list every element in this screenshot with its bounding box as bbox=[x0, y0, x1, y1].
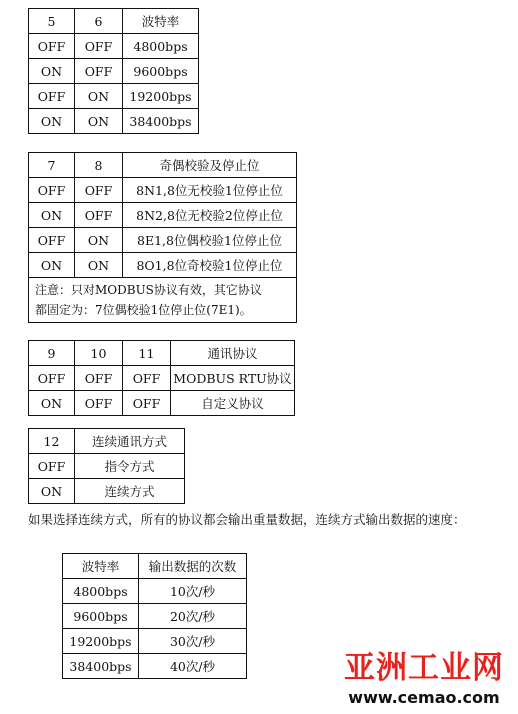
protocol-table bbox=[28, 340, 295, 416]
table-cell: ON bbox=[29, 253, 75, 278]
table-cell: 自定义协议 bbox=[171, 391, 295, 416]
table-cell: ON bbox=[29, 479, 75, 504]
table-row bbox=[29, 84, 199, 109]
note-line: 都固定为：7位偶校验1位停止位(7E1)。 bbox=[35, 303, 252, 317]
table-cell: 8O1,8位奇校验1位停止位 bbox=[123, 253, 297, 278]
table-row bbox=[29, 59, 199, 84]
header-cell: 连续通讯方式 bbox=[75, 429, 185, 454]
table-cell: OFF bbox=[75, 178, 123, 203]
table-cell: 9600bps bbox=[123, 59, 199, 84]
table-cell: 38400bps bbox=[123, 109, 199, 134]
header-cell: 波特率 bbox=[63, 554, 139, 579]
table-cell: OFF bbox=[75, 59, 123, 84]
table-cell: OFF bbox=[29, 366, 75, 391]
header-cell: 7 bbox=[29, 153, 75, 178]
table-row bbox=[29, 479, 185, 504]
table-cell: OFF bbox=[29, 34, 75, 59]
table-cell: OFF bbox=[29, 454, 75, 479]
table-cell: ON bbox=[75, 84, 123, 109]
table-row bbox=[29, 391, 295, 416]
table-cell: 38400bps bbox=[63, 654, 139, 679]
table-row bbox=[29, 109, 199, 134]
output-rate-table bbox=[62, 553, 247, 679]
watermark-logo bbox=[336, 650, 512, 710]
continuous-mode-table bbox=[28, 428, 185, 504]
table-row bbox=[29, 203, 297, 228]
header-cell: 8 bbox=[75, 153, 123, 178]
table-cell: ON bbox=[75, 228, 123, 253]
header-cell: 11 bbox=[123, 341, 171, 366]
table-cell: ON bbox=[29, 59, 75, 84]
watermark-url: www.cemao.com bbox=[348, 688, 500, 707]
header-cell: 10 bbox=[75, 341, 123, 366]
table-row bbox=[29, 454, 185, 479]
table-cell: ON bbox=[75, 253, 123, 278]
table-cell: OFF bbox=[75, 34, 123, 59]
header-cell: 奇偶校验及停止位 bbox=[123, 153, 297, 178]
table-row bbox=[29, 366, 295, 391]
table-header-row bbox=[29, 341, 295, 366]
table-cell: 指令方式 bbox=[75, 454, 185, 479]
table-cell: OFF bbox=[75, 391, 123, 416]
watermark-brand: 亚洲工业网 bbox=[344, 650, 504, 686]
table-row bbox=[29, 178, 297, 203]
header-cell: 9 bbox=[29, 341, 75, 366]
table-cell: 8N2,8位无校验2位停止位 bbox=[123, 203, 297, 228]
table-row bbox=[63, 579, 247, 604]
header-cell: 6 bbox=[75, 9, 123, 34]
table-cell: 30次/秒 bbox=[139, 629, 247, 654]
table-cell: 4800bps bbox=[63, 579, 139, 604]
table-cell: 4800bps bbox=[123, 34, 199, 59]
table-cell: ON bbox=[29, 109, 75, 134]
table-cell: 19200bps bbox=[63, 629, 139, 654]
header-cell: 波特率 bbox=[123, 9, 199, 34]
parity-stopbit-table bbox=[28, 152, 297, 323]
table-cell: 连续方式 bbox=[75, 479, 185, 504]
table-cell: ON bbox=[29, 391, 75, 416]
table-header-row bbox=[29, 429, 185, 454]
table-cell: 20次/秒 bbox=[139, 604, 247, 629]
note-cell bbox=[29, 278, 297, 323]
table-row bbox=[63, 629, 247, 654]
table-cell: 9600bps bbox=[63, 604, 139, 629]
table-header-row bbox=[29, 153, 297, 178]
table-cell: OFF bbox=[29, 84, 75, 109]
table-cell: OFF bbox=[29, 178, 75, 203]
table-header-row bbox=[63, 554, 247, 579]
table-cell: MODBUS RTU协议 bbox=[171, 366, 295, 391]
table-row bbox=[63, 654, 247, 679]
table-cell: OFF bbox=[123, 366, 171, 391]
note-line: 注意：只对MODBUS协议有效，其它协议 bbox=[35, 283, 262, 297]
table-row bbox=[29, 34, 199, 59]
table-cell: OFF bbox=[75, 366, 123, 391]
table-header-row bbox=[29, 9, 199, 34]
baud-rate-table bbox=[28, 8, 199, 134]
table-cell: 40次/秒 bbox=[139, 654, 247, 679]
table-cell: 8N1,8位无校验1位停止位 bbox=[123, 178, 297, 203]
table-cell: OFF bbox=[123, 391, 171, 416]
table-cell: ON bbox=[29, 203, 75, 228]
table-row bbox=[29, 253, 297, 278]
header-cell: 输出数据的次数 bbox=[139, 554, 247, 579]
table-row bbox=[63, 604, 247, 629]
header-cell: 通讯协议 bbox=[171, 341, 295, 366]
header-cell: 5 bbox=[29, 9, 75, 34]
table-cell: 19200bps bbox=[123, 84, 199, 109]
table-cell: OFF bbox=[29, 228, 75, 253]
table-row bbox=[29, 228, 297, 253]
table-cell: OFF bbox=[75, 203, 123, 228]
table-cell: 10次/秒 bbox=[139, 579, 247, 604]
continuous-mode-paragraph: 如果选择连续方式，所有的协议都会输出重量数据，连续方式输出数据的速度： bbox=[28, 512, 466, 527]
header-cell: 12 bbox=[29, 429, 75, 454]
table-note-row bbox=[29, 278, 297, 323]
table-cell: ON bbox=[75, 109, 123, 134]
table-cell: 8E1,8位偶校验1位停止位 bbox=[123, 228, 297, 253]
